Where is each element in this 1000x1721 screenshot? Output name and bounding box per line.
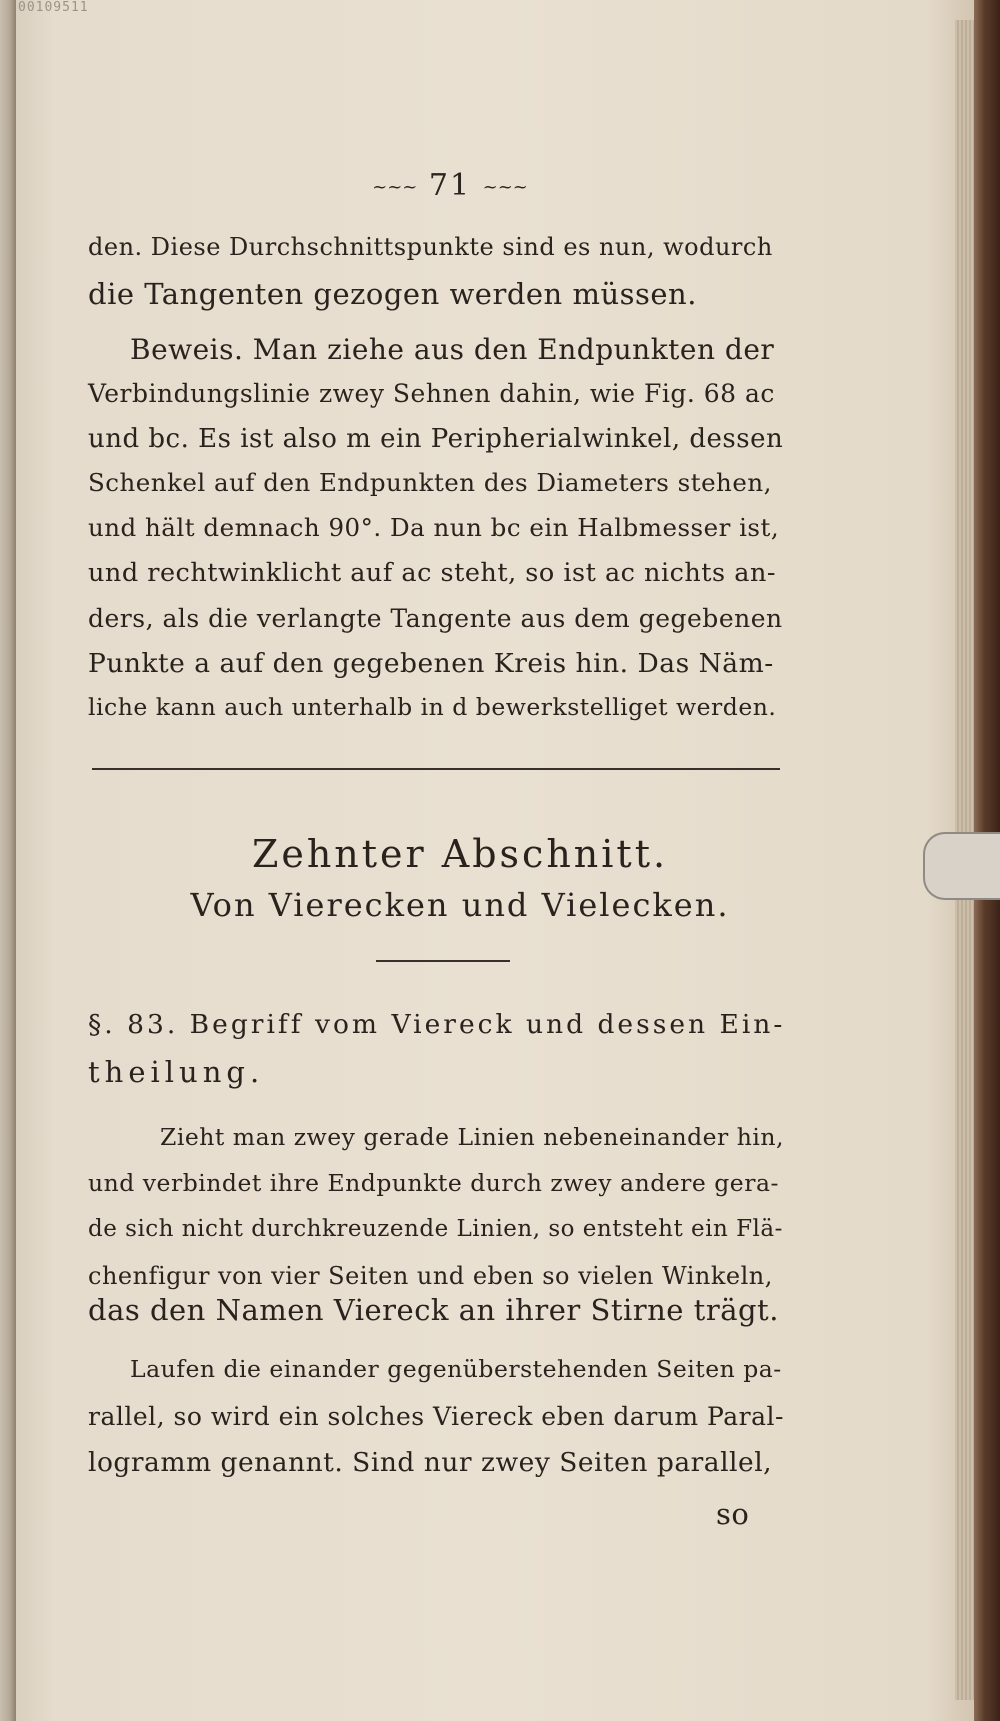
text-line-2: die Tangenten gezogen werden müssen. [88, 277, 697, 311]
body-line-3: de sich nicht durchkreuzende Linien, so entsteht ein Flä- [88, 1216, 783, 1242]
text-line-10: Punkte a auf den gegebenen Kreis hin. Das Näm- [88, 648, 774, 679]
text-line-1: den. Diese Durchschnittspunkte sind es nun, wodurch [88, 233, 773, 261]
text-line-9: ders, als die verlangte Tangente aus dem gegebenen [88, 604, 783, 633]
scan-id: 00109511 [18, 0, 89, 15]
bookmark-tab [923, 832, 1000, 900]
book-spine-edge [0, 0, 16, 1721]
section-subtitle: Von Vierecken und Vielecken. [190, 886, 730, 924]
ornament-left: ~~~ [372, 176, 418, 198]
text-line-7: und hält demnach 90°. Da nun bc ein Halbmesser ist, [88, 513, 780, 542]
section-title: Zehnter Abschnitt. [251, 832, 669, 876]
paragraph-heading-cont: theilung. [88, 1055, 265, 1089]
short-rule [376, 960, 510, 962]
body-line-8: logramm genannt. Sind nur zwey Seiten parallel, [88, 1447, 773, 1478]
body-line-2: und verbindet ihre Endpunkte durch zwey andere gera- [88, 1169, 779, 1197]
text-line-6: Schenkel auf den Endpunkten des Diameters stehen, [88, 468, 772, 497]
section-divider [92, 768, 780, 770]
catchword: so [716, 1497, 750, 1531]
page-number-line [330, 168, 570, 203]
ornament-right: ~~~ [482, 176, 528, 198]
paragraph-heading: §. 83. Begriff vom Viereck und dessen Ein- [88, 1009, 786, 1040]
text-line-4: Verbindungslinie zwey Sehnen dahin, wie Fig. 68 ac [88, 379, 775, 408]
page-number: 71 [428, 168, 472, 203]
body-line-5: das den Namen Viereck an ihrer Stirne trägt. [88, 1293, 779, 1327]
text-line-3: Beweis. Man ziehe aus den Endpunkten der [130, 333, 775, 366]
text-line-8: und rechtwinklicht auf ac steht, so ist ac nichts an- [88, 558, 776, 588]
body-line-1: Zieht man zwey gerade Linien nebeneinander hin, [160, 1123, 784, 1151]
text-line-11: liche kann auch unterhalb in d bewerkstelliget werden. [88, 693, 777, 721]
body-line-7: rallel, so wird ein solches Viereck eben darum Paral- [88, 1402, 784, 1431]
text-line-5: und bc. Es ist also m ein Peripherialwinkel, dessen [88, 424, 784, 454]
body-line-4: chenfigur von vier Seiten und eben so vielen Winkeln, [88, 1262, 773, 1290]
body-line-6: Laufen die einander gegenüberstehenden Seiten pa- [130, 1355, 782, 1383]
